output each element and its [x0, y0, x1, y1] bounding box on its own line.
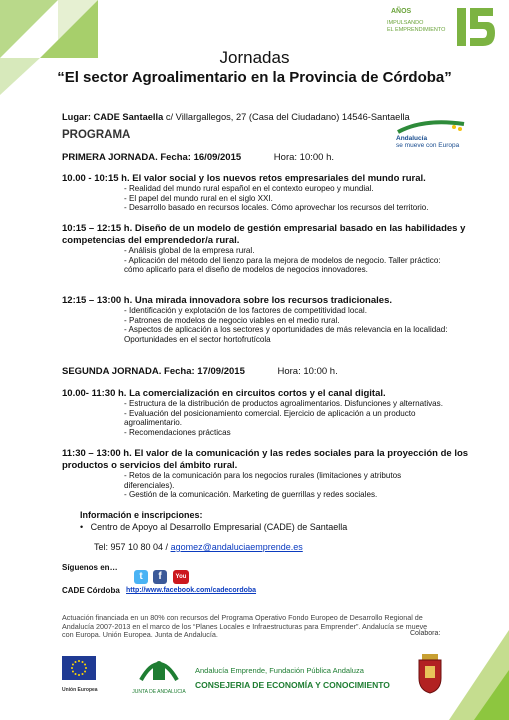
- andalucia-line1: Andalucía: [396, 135, 428, 142]
- financing-line3: con Europa. Unión Europea. Junta de Andalucía.: [62, 630, 218, 639]
- list-item: - Evaluación del posicionamiento comercial. Ejercicio de aplicación a un producto: [124, 408, 416, 418]
- eu-flag-logo: [62, 656, 98, 693]
- financing-line1: Actuación financiada en un 80% con recursos del Programa Operativo Fondo Europeo de Desarrollo Regional de: [62, 613, 423, 622]
- facebook-link[interactable]: http://www.facebook.com/cadecordoba: [126, 587, 257, 594]
- andalucia-line2: se mueve con Europa: [396, 142, 460, 149]
- list-item: - Gestión de la comunicación. Marketing de guerrillas y redes sociales.: [124, 490, 378, 500]
- ue-label: Unión Europea: [62, 687, 98, 693]
- list-item: - Análisis global de la empresa rural.: [124, 246, 255, 255]
- info-bullet-text: Centro de Apoyo al Desarrollo Empresarial (CADE) de Santaella: [90, 522, 348, 532]
- junta-emblem-icon: [135, 654, 183, 684]
- session4-title: 10.00- 11:30 h. La comercialización en circuitos cortos y el canal digital.: [62, 388, 386, 399]
- info-bullet: [80, 522, 347, 532]
- anos-15-logo: [387, 6, 497, 54]
- list-item: diferenciales).: [124, 480, 175, 490]
- info-title: Información e inscripciones:: [80, 510, 203, 520]
- jornada2-header: [62, 366, 338, 377]
- logo-anos-text: AÑOS: [391, 8, 412, 15]
- list-item: - Desarrollo basado en recursos locales. Cómo aprovechar los recursos del territorio.: [124, 203, 429, 213]
- lugar-line: [62, 112, 410, 122]
- list-item: - Patrones de modelos de negocio viables en el medio rural.: [124, 315, 340, 325]
- list-item: Oportunidades en el sector hortofrutícola: [124, 335, 271, 345]
- session5-title-line1: 11:30 – 13:00 h. El valor de la comunicación y las redes sociales para la proyección de los: [62, 448, 469, 459]
- bullet-icon: •: [80, 522, 91, 532]
- session1-bullets: [124, 184, 429, 213]
- programa-heading: PROGRAMA: [62, 129, 131, 141]
- email-link[interactable]: agomez@andaluciaemprende.es: [170, 542, 303, 552]
- session2-bullets: [124, 246, 441, 275]
- eu-flag-icon: [62, 656, 96, 680]
- list-item: cómo aplicarlo para el diseño de modelos de negocios innovadores.: [124, 265, 368, 275]
- list-item: - Estructura de la distribución de productos agroalimentarios. Disfunciones y alternativas.: [124, 399, 443, 408]
- page-title: Jornadas: [219, 48, 290, 67]
- jornada1-hora: Hora: 10:00 h.: [273, 152, 335, 163]
- jornada1-header: [62, 152, 334, 163]
- jornada1-title: PRIMERA JORNADA. Fecha: 16/09/2015: [62, 152, 242, 163]
- page-subtitle: “El sector Agroalimentario en la Provincia de Córdoba”: [57, 69, 452, 86]
- colabora-label: Colabora:: [410, 630, 441, 637]
- session2-title: [62, 223, 465, 247]
- session4-bullets: [124, 399, 443, 438]
- facebook-icon[interactable]: f: [153, 570, 167, 584]
- cade-cordoba-label: CADE Córdoba: [62, 586, 120, 595]
- list-item: - Retos de la comunicación para los negocios rurales (limitaciones y atributos: [124, 471, 402, 480]
- list-item: - El papel del mundo rural en el siglo XXI.: [124, 193, 273, 203]
- ae-line: Andalucía Emprende, Fundación Pública Andaluza: [195, 666, 364, 675]
- twitter-icon[interactable]: t: [134, 570, 148, 584]
- andalucia-swoosh-icon: [394, 120, 474, 136]
- session1-title: 10.00 - 10:15 h. El valor social y los nuevos retos empresariales del mundo rural.: [62, 173, 426, 184]
- list-item: - Aspectos de aplicación a los sectores y oportunidades de más relevancia en la localidad:: [124, 325, 448, 335]
- financing-note: [62, 614, 444, 640]
- list-item: - Identificación y explotación de los factores de competitividad local.: [124, 306, 367, 315]
- list-item: - Recomendaciones prácticas: [124, 428, 231, 438]
- session3-title: 12:15 – 13:00 h. Una mirada innovadora sobre los recursos tradicionales.: [62, 295, 392, 306]
- junta-label: JUNTA DE ANDALUCIA: [132, 689, 186, 695]
- social-icons: [131, 570, 221, 586]
- jornada2-hora: Hora: 10:00 h.: [277, 366, 338, 377]
- consejeria-label: CONSEJERIA DE ECONOMÍA Y CONOCIMIENTO: [195, 680, 390, 690]
- jornada2-title: SEGUNDA JORNADA. Fecha: 17/09/2015: [62, 366, 245, 377]
- info-tel: Tel: 957 10 80 04 /: [94, 542, 171, 552]
- andalucia-europa-logo: [394, 120, 474, 150]
- list-item: - Realidad del mundo rural español en el contexto europeo y mundial.: [124, 184, 374, 193]
- siguenos-label: Síguenos en…: [62, 563, 118, 572]
- info-contact: [94, 542, 303, 552]
- lugar-label: Lugar: CADE Santaella: [62, 112, 164, 122]
- session5-title: [62, 448, 468, 472]
- decorative-corner: [439, 630, 509, 720]
- session2-title-line2: competencias del emprendedor/a rural.: [62, 235, 240, 246]
- session5-bullets: [124, 471, 401, 500]
- lugar-address: c/ Villargallegos, 27 (Casa del Ciudadano) 14546-Santaella: [163, 112, 410, 122]
- financing-line2: Andalucía 2007-2013 en el marco de los “Planes Locales e Infraestructuras para Emprender”. Andalucía se mueve: [62, 621, 428, 631]
- session3-bullets: [124, 306, 448, 345]
- list-item: agroalimentario.: [124, 418, 183, 428]
- logo-line1: IMPULSANDO: [387, 20, 424, 26]
- logo-15-graphic: [455, 6, 497, 50]
- junta-andalucia-logo: [128, 654, 190, 694]
- list-item: - Aplicación del método del lienzo para la mejora de modelos de negocio. Taller práctico:: [124, 255, 441, 265]
- session5-title-line2: productos o servicios del ámbito rural.: [62, 460, 238, 471]
- youtube-icon[interactable]: You: [173, 570, 189, 584]
- logo-line2: EL EMPRENDIMIENTO: [387, 27, 446, 33]
- session2-title-line1: 10:15 – 12:15 h. Diseño de un modelo de gestión empresarial basado en las habilidades y: [62, 223, 466, 234]
